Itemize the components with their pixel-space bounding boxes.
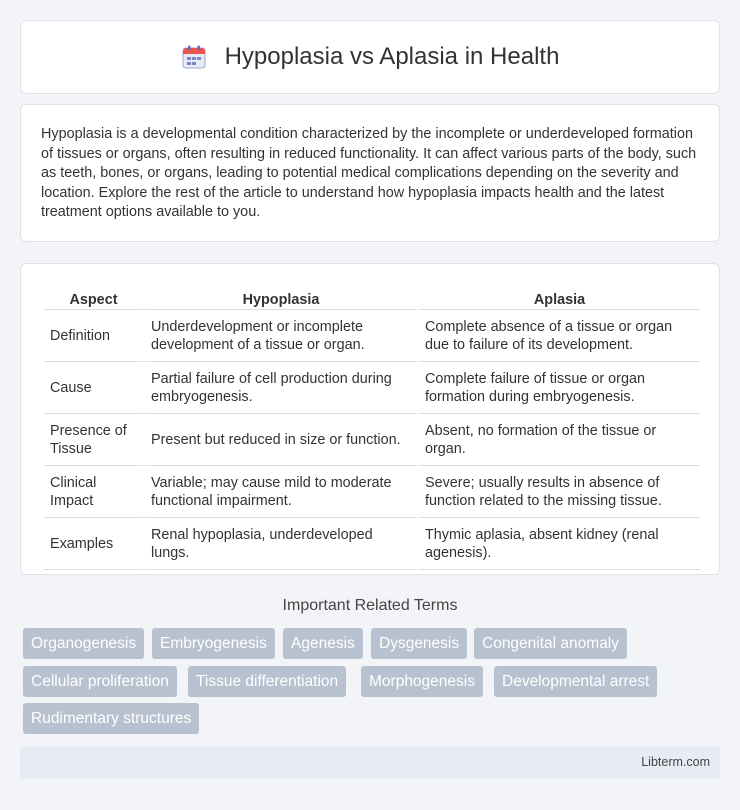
hypoplasia-cell: Renal hypoplasia, underdeveloped lungs. bbox=[145, 520, 417, 570]
comparison-card bbox=[20, 263, 720, 575]
tag-rudimentary-structures[interactable]: Rudimentary structures bbox=[23, 703, 199, 734]
header-hypoplasia: Hypoplasia bbox=[145, 286, 417, 310]
hypoplasia-cell: Partial failure of cell production during embryogenesis. bbox=[145, 364, 417, 414]
hypoplasia-cell: Present but reduced in size or function. bbox=[145, 416, 417, 466]
footer-link[interactable]: Libterm.com bbox=[641, 755, 710, 769]
table-header-row bbox=[44, 286, 700, 310]
header-card bbox=[20, 20, 720, 94]
tag-organogenesis[interactable]: Organogenesis bbox=[23, 628, 144, 659]
aspect-cell: Examples bbox=[44, 520, 143, 570]
header bbox=[181, 43, 560, 71]
table-row bbox=[44, 520, 700, 570]
table-row bbox=[44, 312, 700, 362]
intro-paragraph: Hypoplasia is a developmental condition characterized by the incomplete or underdeveloped formation of tissues or organs, often resulting in reduced functionality. It can affect various parts of the body, such as teeth, bones, or organs, leading to potential medical complications depending on the severity and location. Explore the rest of the article to understand how hypoplasia impacts health and the latest treatment options available to you. bbox=[41, 126, 697, 221]
aplasia-cell: Absent, no formation of the tissue or organ. bbox=[419, 416, 700, 466]
tag-congenital-anomaly[interactable]: Congenital anomaly bbox=[474, 628, 627, 659]
page-title: Hypoplasia vs Aplasia in Health bbox=[224, 43, 560, 70]
footer bbox=[20, 746, 720, 779]
tag-agenesis[interactable]: Agenesis bbox=[283, 628, 363, 659]
related-terms-title: Important Related Terms bbox=[282, 597, 458, 614]
tag-cellular-proliferation[interactable]: Cellular proliferation bbox=[23, 666, 177, 697]
header-aplasia: Aplasia bbox=[419, 286, 700, 310]
table-row bbox=[44, 364, 700, 414]
hypoplasia-cell: Underdevelopment or incomplete development of a tissue or organ. bbox=[145, 312, 417, 362]
aplasia-cell: Thymic aplasia, absent kidney (renal agenesis). bbox=[419, 520, 700, 570]
tag-morphogenesis[interactable]: Morphogenesis bbox=[361, 666, 483, 697]
aspect-cell: Clinical Impact bbox=[44, 468, 143, 518]
tag-dysgenesis[interactable]: Dysgenesis bbox=[371, 628, 467, 659]
header-aspect: Aspect bbox=[44, 286, 143, 310]
tag-embryogenesis[interactable]: Embryogenesis bbox=[152, 628, 275, 659]
intro-card bbox=[20, 104, 720, 242]
comparison-table bbox=[42, 284, 702, 572]
calendar-icon bbox=[181, 44, 207, 70]
table-row bbox=[44, 468, 700, 518]
aspect-cell: Cause bbox=[44, 364, 143, 414]
aplasia-cell: Complete absence of a tissue or organ due to failure of its development. bbox=[419, 312, 700, 362]
tag-developmental-arrest[interactable]: Developmental arrest bbox=[494, 666, 657, 697]
aplasia-cell: Severe; usually results in absence of function related to the missing tissue. bbox=[419, 468, 700, 518]
table-row bbox=[44, 416, 700, 466]
hypoplasia-cell: Variable; may cause mild to moderate functional impairment. bbox=[145, 468, 417, 518]
aspect-cell: Presence of Tissue bbox=[44, 416, 143, 466]
tag-tissue-differentiation[interactable]: Tissue differentiation bbox=[188, 666, 346, 697]
aplasia-cell: Complete failure of tissue or organ formation during embryogenesis. bbox=[419, 364, 700, 414]
aspect-cell: Definition bbox=[44, 312, 143, 362]
